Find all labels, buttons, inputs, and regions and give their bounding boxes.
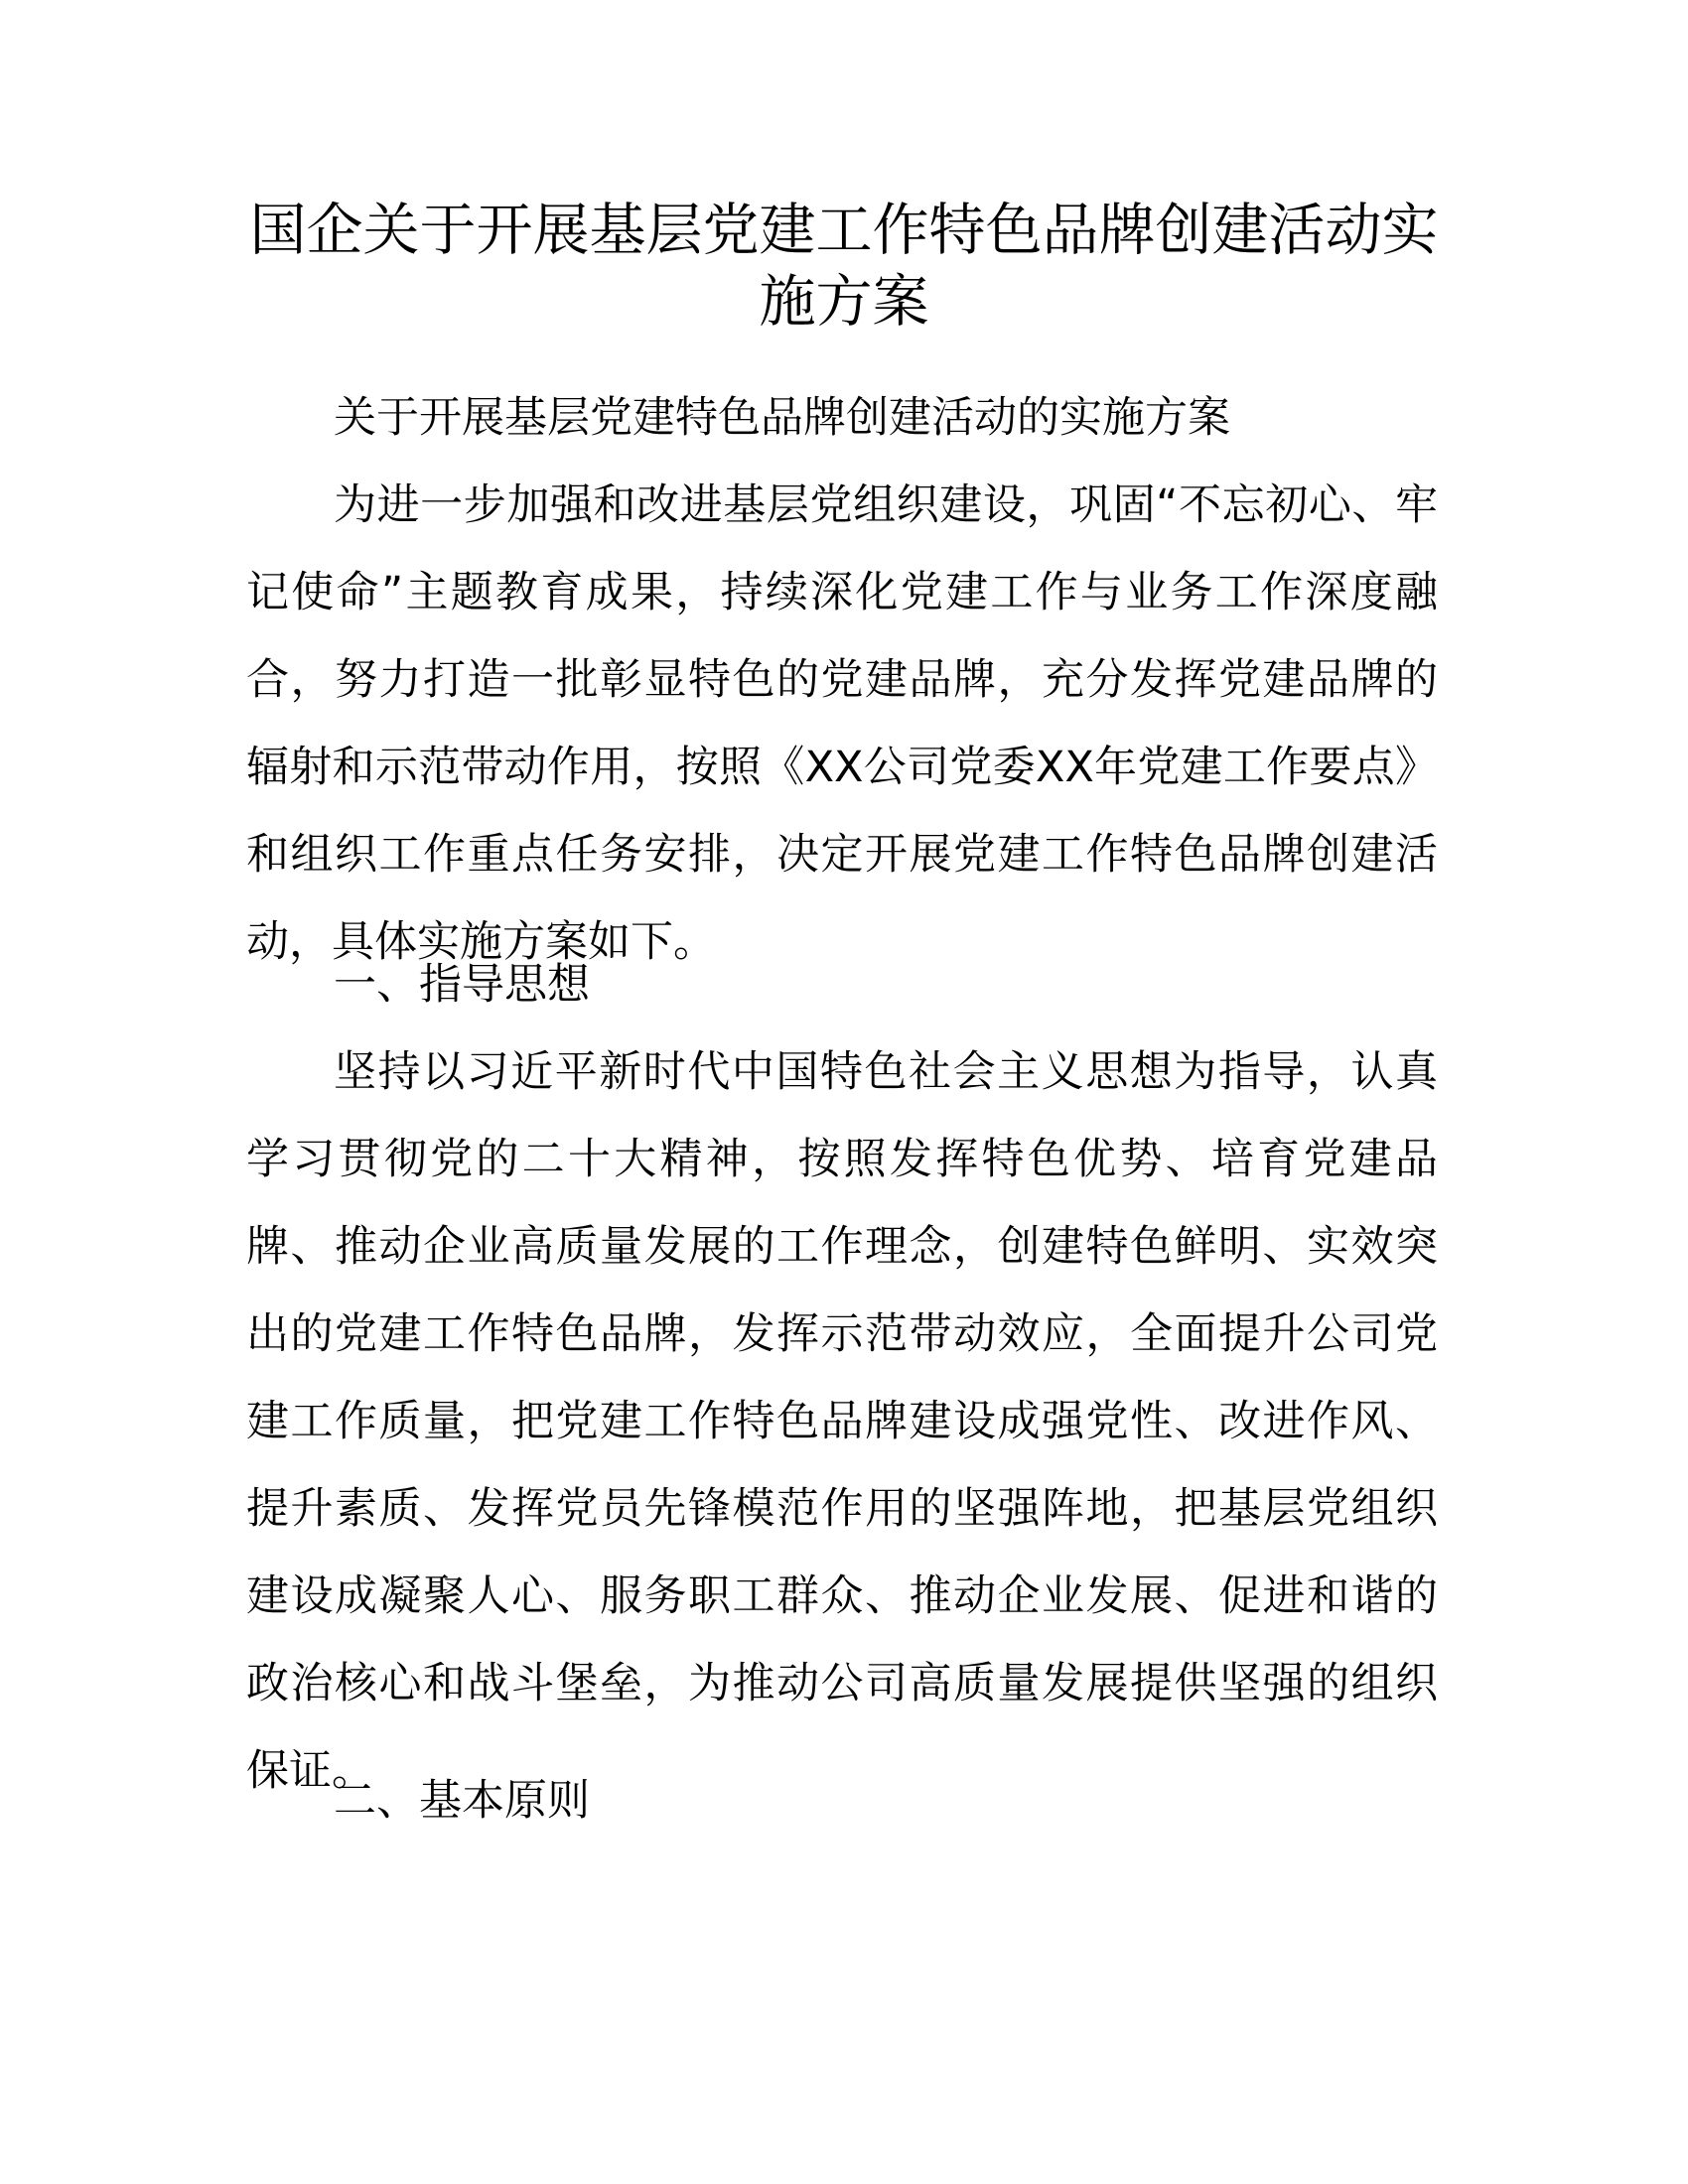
guiding-ideology-paragraph: 坚持以习近平新时代中国特色社会主义思想为指导，认真学习贯彻党的二十大精神，按照发挥特色优势、培育党建品牌、推动企业高质量发展的工作理念，创建特色鲜明、实效突出的党建工作特色品牌，发挥示范带动效应，全面提升公司党建工作质量，把党建工作特色品牌建设成强党性、改进作风、提升素质、发挥党员先锋模范作用的坚强阵地，把基层党组织建设成凝聚人心、服务职工群众、推动企业发展、促进和谐的政治核心和战斗堡垒，为推动公司高质量发展提供坚强的组织保证。 [246, 1047, 1438, 1796]
document-subtitle: 关于开展基层党建特色品牌创建活动的实施方案 [334, 393, 1230, 443]
section-heading-guiding-ideology: 一、指导思想 [334, 960, 590, 1010]
section-heading-basic-principles: 二、基本原则 [334, 1776, 590, 1826]
intro-paragraph: 为进一步加强和改进基层党组织建设，巩固“不忘初心、牢记使命”主题教育成果，持续深化党建工作与业务工作深度融合，努力打造一批彰显特色的党建品牌，充分发挥党建品牌的辐射和示范带动作用，按照《XX公司党委XX年党建工作要点》和组织工作重点任务安排，决定开展党建工作特色品牌创建活动，具体实施方案如下。 [246, 480, 1438, 967]
document-title: 国企关于开展基层党建工作特色品牌创建活动实施方案 [249, 198, 1439, 335]
